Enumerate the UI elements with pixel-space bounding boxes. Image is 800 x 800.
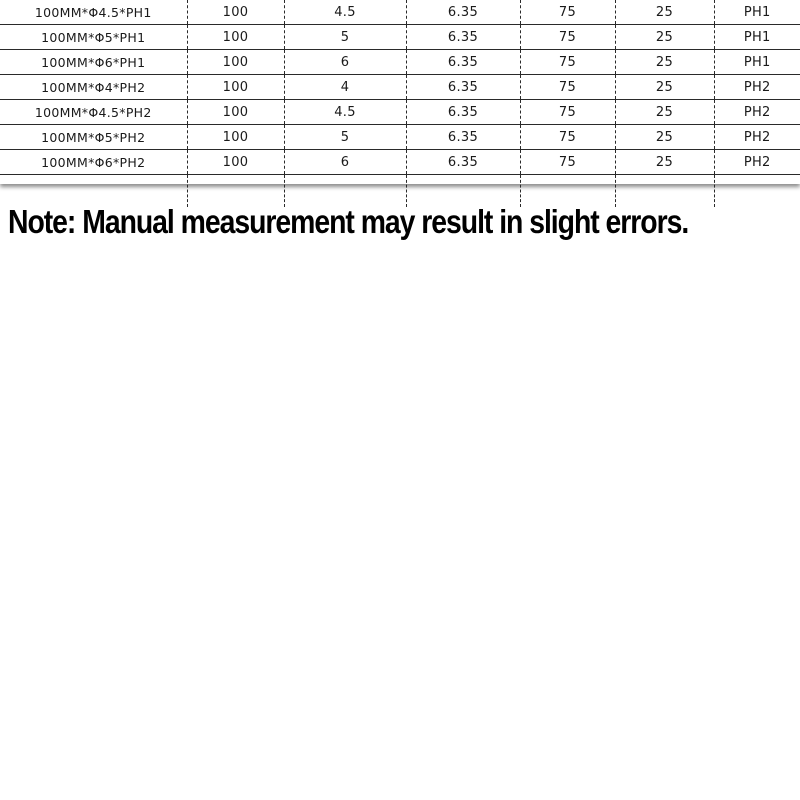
value-cell: 75 [520,50,615,75]
diameter-cell: 4 [284,75,406,100]
diameter-cell: 5 [284,125,406,150]
value-cell: 75 [520,75,615,100]
value-cell: 75 [520,25,615,50]
shank-cell: 6.35 [406,150,520,175]
length-cell: 100 [187,0,284,25]
tip-cell: PH1 [714,0,800,25]
diameter-cell: 4.5 [284,0,406,25]
spec-table [0,0,800,207]
spec-table-container [0,0,800,184]
empty-cell [714,175,800,208]
model-cell: 100MM*Φ5*PH2 [0,125,187,150]
value-cell: 75 [520,150,615,175]
diameter-cell: 4.5 [284,100,406,125]
model-cell: 100MM*Φ5*PH1 [0,25,187,50]
value-cell: 75 [520,125,615,150]
table-row [0,150,800,175]
value-cell: 25 [615,150,714,175]
tip-cell: PH2 [714,125,800,150]
tip-cell: PH1 [714,50,800,75]
model-cell: 100MM*Φ4*PH2 [0,75,187,100]
length-cell: 100 [187,50,284,75]
tip-cell: PH2 [714,150,800,175]
tip-cell: PH2 [714,100,800,125]
diameter-cell: 6 [284,50,406,75]
value-cell: 25 [615,100,714,125]
table-row [0,25,800,50]
table-row [0,0,800,25]
value-cell: 25 [615,125,714,150]
diameter-cell: 6 [284,150,406,175]
diameter-cell: 5 [284,25,406,50]
value-cell: 25 [615,50,714,75]
shank-cell: 6.35 [406,25,520,50]
shank-cell: 6.35 [406,100,520,125]
length-cell: 100 [187,25,284,50]
table-row [0,50,800,75]
shank-cell: 6.35 [406,125,520,150]
model-cell: 100MM*Φ6*PH2 [0,150,187,175]
measurement-note: Note: Manual measurement may result in slight errors. [8,203,689,240]
tip-cell: PH2 [714,75,800,100]
shank-cell: 6.35 [406,75,520,100]
table-row [0,75,800,100]
length-cell: 100 [187,125,284,150]
model-cell: 100MM*Φ4.5*PH1 [0,0,187,25]
value-cell: 75 [520,0,615,25]
value-cell: 25 [615,0,714,25]
table-row [0,125,800,150]
shank-cell: 6.35 [406,50,520,75]
value-cell: 25 [615,75,714,100]
length-cell: 100 [187,150,284,175]
table-row [0,100,800,125]
model-cell: 100MM*Φ6*PH1 [0,50,187,75]
model-cell: 100MM*Φ4.5*PH2 [0,100,187,125]
length-cell: 100 [187,100,284,125]
value-cell: 75 [520,100,615,125]
shank-cell: 6.35 [406,0,520,25]
value-cell: 25 [615,25,714,50]
tip-cell: PH1 [714,25,800,50]
length-cell: 100 [187,75,284,100]
